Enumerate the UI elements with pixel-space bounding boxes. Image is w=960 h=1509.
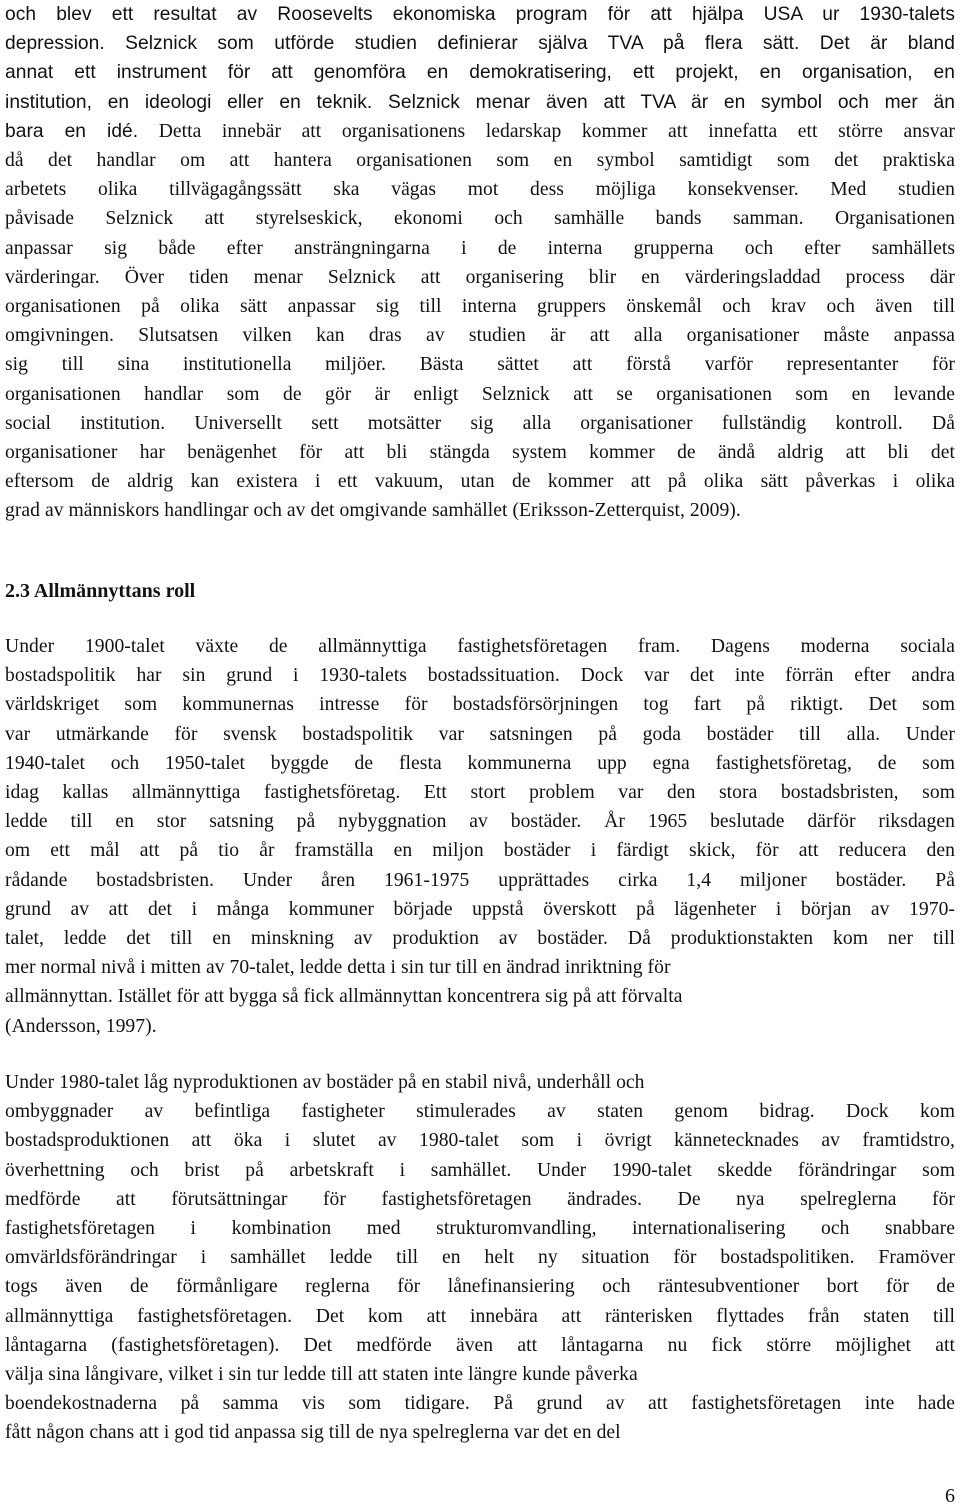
text-line: fastighetsföretagen i kombination med strukturomvandling, internationalisering och snabbare xyxy=(5,1218,955,1240)
text-line: omgivningen. Slutsatsen vilken kan dras av studien är att alla organisationer måste anpassa xyxy=(5,325,955,347)
text-line: organisationen handlar som de gör är enligt Selznick att se organisationen som en levande xyxy=(5,383,955,405)
text-line: världskriget som kommunernas intresse för bostadsförsörjningen tog fart på riktigt. Det som xyxy=(5,694,955,716)
text-line: arbetets olika tillvägagångssätt ska vägas mot dess möjliga konsekvenser. Med studien xyxy=(5,179,955,201)
text-line: påvisade Selznick att styrelseskick, ekonomi och samhälle bands samman. Organisationen xyxy=(5,208,955,230)
paragraph-1980-talet xyxy=(5,1068,955,1448)
text-line: om ett mål att på tio år framställa en miljon bostäder i färdigt skick, för att reducera den xyxy=(5,840,955,862)
text-line: eftersom de aldrig kan existera i ett vakuum, utan de kommer att på olika sätt påverkas i olika xyxy=(5,471,955,493)
text-line: social institution. Universellt sett motsätter sig alla organisationer fullständig kontroll. Då xyxy=(5,412,955,434)
text-line: allmännyttan. Istället för att bygga så fick allmännyttan koncentrera sig på att förvalta xyxy=(5,986,683,1008)
text-line: sig till sina institutionella miljöer. Bästa sättet att förstå varför representanter för xyxy=(5,354,955,376)
text-line: var utmärkande för svensk bostadspolitik var satsningen på goda bostäder till alla. Under xyxy=(5,723,955,745)
text-line: bostadspolitik har sin grund i 1930-talets bostadssituation. Dock var det inte förrän efter andra xyxy=(5,665,955,687)
text-line: organisationen på olika sätt anpassar sig till interna gruppers önskemål och krav och även till xyxy=(5,296,955,318)
text-fragment-sans: bara en idé. xyxy=(5,120,139,142)
text-fragment-serif: Detta innebär att organisationens ledarskap kommer att innefatta ett större ansvar xyxy=(138,120,955,142)
text-line: allmännyttiga fastighetsföretagen. Det kom att innebära att ränterisken flyttades från staten till xyxy=(5,1305,955,1327)
text-line: fått någon chans att i god tid anpassa sig till de nya spelreglerna var det en del xyxy=(5,1422,621,1444)
section-heading: 2.3 Allmännyttans roll xyxy=(5,580,196,602)
text-line: låntagarna (fastighetsföretagen). Det medförde även att låntagarna nu fick större möjlighet att xyxy=(5,1334,955,1356)
text-line: organisationer har benägenhet för att bli stängda system kommer de ändå aldrig att bli det xyxy=(5,442,955,464)
page-number: 6 xyxy=(945,1485,955,1507)
text-line: överhettning och brist på arbetskraft i samhället. Under 1990-talet skedde förändringar som xyxy=(5,1159,955,1181)
text-line: (Andersson, 1997). xyxy=(5,1015,157,1037)
text-line: rådande bostadsbristen. Under åren 1961-1975 upprättades cirka 1,4 miljoner bostäder. På xyxy=(5,869,955,891)
text-line: medförde att förutsättningar för fastighetsföretagen ändrades. De nya spelreglerna för xyxy=(5,1188,955,1210)
text-line xyxy=(5,117,955,146)
text-line: grund av att det i många kommuner började uppstå överskott på lägenheter i början av 1970- xyxy=(5,898,955,920)
text-line: ledde till en stor satsning på nybyggnation av bostäder. År 1965 beslutade därför riksdagen xyxy=(5,811,955,833)
text-line: idag kallas allmännyttiga fastighetsföretag. Ett stort problem var den stora bostadsbristen, som xyxy=(5,782,955,804)
text-line: mer normal nivå i mitten av 70-talet, ledde detta i sin tur till en ändrad inriktning för xyxy=(5,957,671,979)
text-line: annat ett instrument för att genomföra en demokratisering, ett projekt, en organisation, en xyxy=(5,62,955,84)
text-line: då det handlar om att hantera organisationen som en symbol samtidigt som det praktiska xyxy=(5,150,955,172)
text-line: Under 1980-talet låg nyproduktionen av bostäder på en stabil nivå, underhåll och xyxy=(5,1072,645,1093)
text-line: välja sina långivare, vilket i sin tur ledde till att staten inte längre kunde påverka xyxy=(5,1364,638,1386)
text-line: värderingar. Över tiden menar Selznick att organisering blir en värderingsladdad process där xyxy=(5,266,955,288)
text-line: boendekostnaderna på samma vis som tidigare. På grund av att fastighetsföretagen inte hade xyxy=(5,1393,955,1415)
text-line: anpassar sig både efter ansträngningarna i de interna grupperna och efter samhällets xyxy=(5,237,955,259)
paragraph-allmannyttan xyxy=(5,632,955,1041)
text-line: 1940-talet och 1950-talet byggde de flesta kommunerna upp egna fastighetsföretag, de som xyxy=(5,752,955,774)
text-line: talet, ledde det till en minskning av produktion av bostäder. Då produktionstakten kom ner till xyxy=(5,928,955,950)
text-line: och blev ett resultat av Roosevelts ekonomiska program för att hjälpa USA ur 1930-talets xyxy=(5,4,955,25)
text-line: togs även de förmånligare reglerna för lånefinansiering och räntesubventioner bort för de xyxy=(5,1276,955,1298)
text-line: grad av människors handlingar och av det omgivande samhället (Eriksson-Zetterquist, 2009). xyxy=(5,500,741,522)
text-line: depression. Selznick som utförde studien definierar själva TVA på flera sätt. Det är bland xyxy=(5,33,955,55)
text-line: bostadsproduktionen att öka i slutet av 1980-talet som i övrigt kännetecknades av framtidstro, xyxy=(5,1130,955,1152)
text-line: institution, en ideologi eller en teknik. Selznick menar även att TVA är en symbol och mer än xyxy=(5,91,955,113)
text-line: ombyggnader av befintliga fastigheter stimulerades av staten genom bidrag. Dock kom xyxy=(5,1101,955,1123)
document-page xyxy=(5,0,955,526)
text-line: omvärldsförändringar i samhället ledde till en helt ny situation för bostadspolitiken. Framöver xyxy=(5,1247,955,1269)
text-line: Under 1900-talet växte de allmännyttiga fastighetsföretagen fram. Dagens moderna sociala xyxy=(5,636,955,657)
paragraph-selznick xyxy=(5,0,955,526)
